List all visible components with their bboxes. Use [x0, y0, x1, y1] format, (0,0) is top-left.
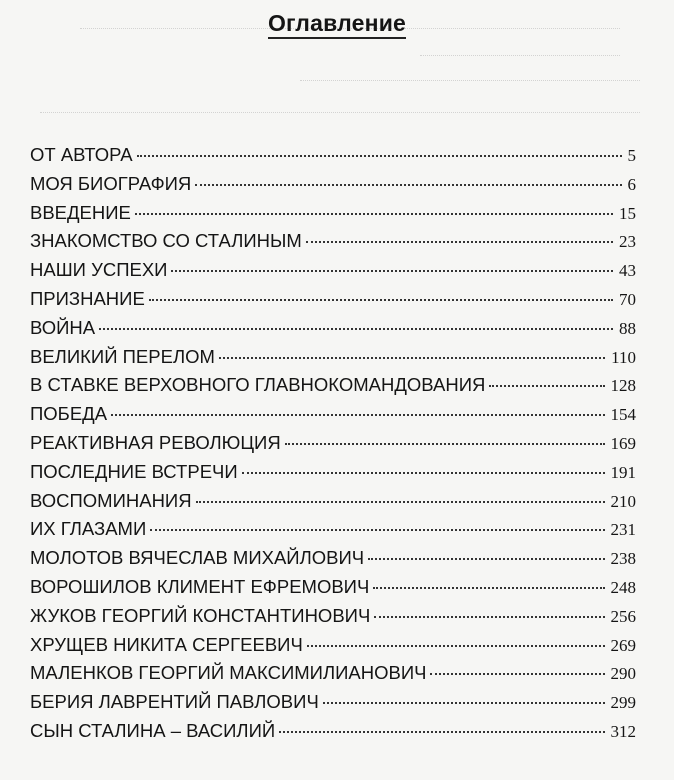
toc-entry-title: ВВЕДЕНИЕ [30, 201, 131, 223]
table-of-contents [30, 143, 636, 748]
toc-entry [30, 316, 636, 345]
toc-entry-title: МОЛОТОВ ВЯЧЕСЛАВ МИХАЙЛОВИЧ [30, 547, 365, 569]
dot-leader [99, 328, 613, 330]
dot-leader [242, 472, 605, 474]
toc-entry-title: НАШИ УСПЕХИ [30, 259, 168, 281]
toc-entry [30, 373, 636, 402]
dot-leader [137, 155, 622, 157]
toc-entry [30, 345, 636, 374]
dot-leader [373, 587, 604, 589]
toc-entry-page-number: 70 [619, 289, 636, 309]
toc-entry-page-number: 312 [610, 721, 636, 741]
show-through-line [40, 112, 640, 113]
dot-leader [135, 213, 613, 215]
page-title-text: Оглавление [268, 10, 406, 39]
dot-leader [150, 529, 604, 531]
dot-leader [195, 184, 621, 186]
toc-entry-page-number: 210 [610, 491, 636, 511]
toc-entry-title: ИХ ГЛАЗАМИ [30, 518, 147, 540]
dot-leader [171, 270, 613, 272]
dot-leader [489, 385, 604, 387]
show-through-line [420, 55, 620, 56]
toc-entry [30, 201, 636, 230]
toc-entry-page-number: 256 [610, 606, 636, 626]
dot-leader [111, 414, 604, 416]
dot-leader [285, 443, 605, 445]
toc-entry-page-number: 88 [619, 318, 636, 338]
toc-entry [30, 402, 636, 431]
dot-leader [323, 702, 605, 704]
toc-entry-title: БЕРИЯ ЛАВРЕНТИЙ ПАВЛОВИЧ [30, 691, 319, 713]
toc-entry-title: ВОЙНА [30, 316, 96, 338]
dot-leader [196, 501, 605, 503]
toc-entry [30, 143, 636, 172]
toc-entry [30, 287, 636, 316]
toc-entry [30, 431, 636, 460]
toc-entry-page-number: 5 [627, 146, 636, 165]
toc-entry-title: ВОРОШИЛОВ КЛИМЕНТ ЕФРЕМОВИЧ [30, 575, 370, 597]
dot-leader [307, 645, 605, 647]
toc-entry [30, 633, 636, 662]
toc-entry-title: ВОСПОМИНАНИЯ [30, 489, 192, 511]
toc-entry [30, 460, 636, 489]
dot-leader [279, 731, 604, 733]
toc-entry-title: ПРИЗНАНИЕ [30, 287, 145, 309]
toc-entry-page-number: 269 [610, 635, 636, 655]
dot-leader [219, 357, 605, 359]
toc-entry [30, 517, 636, 546]
show-through-line [300, 80, 640, 81]
toc-entry-title: В СТАВКЕ ВЕРХОВНОГО ГЛАВНОКОМАНДОВАНИЯ [30, 374, 486, 396]
toc-entry-title: ВЕЛИКИЙ ПЕРЕЛОМ [30, 345, 215, 367]
toc-entry-page-number: 248 [610, 577, 636, 597]
toc-entry-page-number: 290 [610, 664, 636, 684]
toc-entry-page-number: 23 [619, 232, 636, 252]
toc-entry-page-number: 128 [610, 376, 636, 396]
toc-entry [30, 172, 636, 201]
toc-entry [30, 575, 636, 604]
dot-leader [374, 616, 604, 618]
toc-entry-title: ЗНАКОМСТВО СО СТАЛИНЫМ [30, 230, 302, 252]
toc-entry-page-number: 238 [610, 549, 636, 569]
toc-entry-title: СЫН СТАЛИНА – ВАСИЛИЙ [30, 719, 276, 741]
toc-entry-title: ХРУЩЕВ НИКИТА СЕРГЕЕВИЧ [30, 633, 303, 655]
toc-entry-page-number: 299 [610, 693, 636, 713]
toc-entry-title: РЕАКТИВНАЯ РЕВОЛЮЦИЯ [30, 431, 281, 453]
toc-entry-page-number: 231 [610, 520, 636, 540]
toc-entry-page-number: 110 [611, 347, 636, 367]
toc-entry [30, 719, 636, 748]
toc-entry [30, 690, 636, 719]
toc-entry-page-number: 15 [619, 203, 636, 223]
toc-entry-page-number: 169 [610, 433, 636, 453]
toc-entry [30, 258, 636, 287]
toc-entry [30, 489, 636, 518]
toc-entry-title: МОЯ БИОГРАФИЯ [30, 172, 192, 194]
dot-leader [149, 299, 613, 301]
toc-entry-page-number: 6 [627, 174, 636, 194]
toc-entry-page-number: 43 [619, 261, 636, 281]
toc-entry-title: МАЛЕНКОВ ГЕОРГИЙ МАКСИМИЛИАНОВИЧ [30, 662, 427, 684]
toc-entry-title: ПОБЕДА [30, 403, 108, 425]
toc-entry-title: ЖУКОВ ГЕОРГИЙ КОНСТАНТИНОВИЧ [30, 604, 371, 626]
toc-entry [30, 661, 636, 690]
page-title [0, 8, 674, 38]
toc-entry [30, 604, 636, 633]
dot-leader [306, 241, 613, 243]
dot-leader [430, 673, 604, 675]
toc-entry-title: ОТ АВТОРА [30, 144, 133, 165]
toc-entry-page-number: 154 [610, 405, 636, 425]
toc-entry-page-number: 191 [610, 462, 636, 482]
toc-entry [30, 546, 636, 575]
dot-leader [368, 558, 604, 560]
toc-entry [30, 229, 636, 258]
toc-entry-title: ПОСЛЕДНИЕ ВСТРЕЧИ [30, 460, 238, 482]
